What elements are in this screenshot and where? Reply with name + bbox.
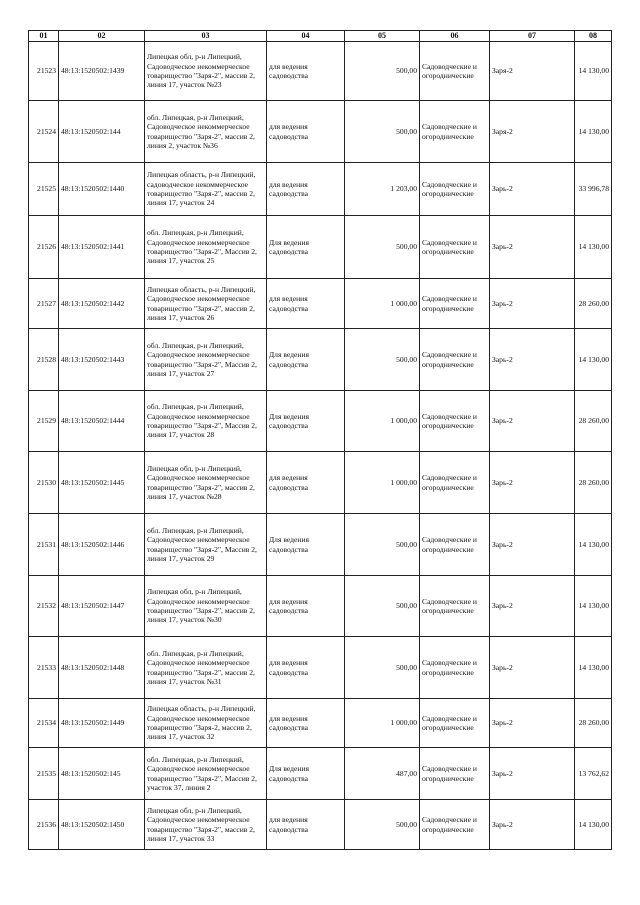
zone: Зарь-2 (490, 699, 575, 748)
table-row (29, 329, 612, 391)
cadastral-cost: 14 130,00 (575, 800, 612, 850)
table-row (29, 637, 612, 699)
permitted-use: для ведения садоводства (267, 101, 345, 163)
table-row (29, 800, 612, 850)
record-number: 21533 (29, 637, 59, 699)
address: обл. Липецкая, р-н Липецкий, Садоводческое некоммерческое товарищество "Заря-2", массив 2, линия 2, участок №36 (145, 101, 267, 163)
area: 1 000,00 (345, 699, 420, 748)
address: обл. Липецкая, р-н Липецкий, Садоводческое некоммерческое товарищество "Заря-2", Массив 2, линия 17, участок 25 (145, 216, 267, 279)
record-number: 21529 (29, 391, 59, 452)
permitted-use: для ведения садоводства (267, 800, 345, 850)
permitted-use: для ведения садоводства (267, 163, 345, 216)
land-category: Садоводческие и огороднические (420, 699, 490, 748)
permitted-use: для ведения садоводства (267, 279, 345, 329)
zone: Зарь-2 (490, 748, 575, 800)
cadastral-cost: 28 260,00 (575, 699, 612, 748)
col-header-04: 04 (267, 31, 345, 42)
permitted-use: Для ведения садоводства (267, 329, 345, 391)
cadastral-number: 48:13:1520502:1442 (59, 279, 145, 329)
land-category: Садоводческие и огороднические (420, 101, 490, 163)
cadastral-number: 48:13:1520502:1439 (59, 42, 145, 101)
cadastral-cost: 28 260,00 (575, 279, 612, 329)
col-header-02: 02 (59, 31, 145, 42)
col-header-08: 08 (575, 31, 612, 42)
cadastral-number: 48:13:1520502:145 (59, 748, 145, 800)
zone: Зарь-2 (490, 452, 575, 514)
address: Липецкая обл, р-н Липецкий, Садоводческое некоммерческое товарищество "Заря-2", массив 2, линия 17, участок №30 (145, 576, 267, 637)
area: 500,00 (345, 576, 420, 637)
land-category: Садоводческие и огороднические (420, 748, 490, 800)
address: обл. Липецкая, р-н Липецкий, Садоводческое некоммерческое товарищество "Заря-2", массив 2, линия 17, участок №31 (145, 637, 267, 699)
table-row (29, 748, 612, 800)
address: обл. Липецкая, р-н Липецкий, Садоводческое некоммерческое товарищество "Заря-2", Массив 2, линия 17, участок 29 (145, 514, 267, 576)
record-number: 21525 (29, 163, 59, 216)
address: Липецкая обл, р-н Липецкий, Садоводческое некоммерческое товарищество "Заря-2", массив 2, линия 17, участок 33 (145, 800, 267, 850)
address: обл. Липецкая, р-н Липецкий, Садоводческое некоммерческое товарищество "Заря-2", Массив 2, линия 17, участок 28 (145, 391, 267, 452)
record-number: 21527 (29, 279, 59, 329)
address: Липецкая область, р-н Липецкий, Садоводческое некоммерческое товарищество "Заря-2, массив 2, линия 17, участок 32 (145, 699, 267, 748)
cadastral-cost: 33 996,78 (575, 163, 612, 216)
cadastral-number: 48:13:1520502:1440 (59, 163, 145, 216)
area: 500,00 (345, 42, 420, 101)
table-row (29, 216, 612, 279)
col-header-03: 03 (145, 31, 267, 42)
record-number: 21526 (29, 216, 59, 279)
land-category: Садоводческие и огороднические (420, 800, 490, 850)
land-category: Садоводческие и огороднические (420, 279, 490, 329)
land-category: Садоводческие и огороднические (420, 391, 490, 452)
zone: Зарь-2 (490, 800, 575, 850)
table-row (29, 514, 612, 576)
permitted-use: для ведения садоводства (267, 637, 345, 699)
col-header-01: 01 (29, 31, 59, 42)
area: 500,00 (345, 216, 420, 279)
permitted-use: Для ведения садоводства (267, 748, 345, 800)
land-category: Садоводческие и огороднические (420, 576, 490, 637)
address: обл. Липецкая, р-н Липецкий, Садоводческое некоммерческое товарищество "Заря-2", Массив 2, линия 17, участок 27 (145, 329, 267, 391)
cadastral-cost: 14 130,00 (575, 216, 612, 279)
record-number: 21536 (29, 800, 59, 850)
zone: Зарь-2 (490, 216, 575, 279)
zone: Зарь-2 (490, 576, 575, 637)
record-number: 21523 (29, 42, 59, 101)
area: 1 203,00 (345, 163, 420, 216)
record-number: 21532 (29, 576, 59, 637)
area: 1 000,00 (345, 391, 420, 452)
permitted-use: для ведения садоводства (267, 452, 345, 514)
table-row (29, 576, 612, 637)
col-header-06: 06 (420, 31, 490, 42)
record-number: 21524 (29, 101, 59, 163)
cadastral-number: 48:13:1520502:1450 (59, 800, 145, 850)
area: 500,00 (345, 637, 420, 699)
land-category: Садоводческие и огороднические (420, 329, 490, 391)
table-row (29, 391, 612, 452)
permitted-use: для ведения садоводства (267, 576, 345, 637)
table-row (29, 699, 612, 748)
area: 1 000,00 (345, 279, 420, 329)
area: 1 000,00 (345, 452, 420, 514)
cadastral-cost: 14 130,00 (575, 514, 612, 576)
area: 500,00 (345, 101, 420, 163)
cadastral-number: 48:13:1520502:1447 (59, 576, 145, 637)
table-row (29, 101, 612, 163)
record-number: 21531 (29, 514, 59, 576)
zone: Зарь-2 (490, 163, 575, 216)
area: 487,00 (345, 748, 420, 800)
permitted-use: для ведения садоводства (267, 42, 345, 101)
cadastral-cost: 28 260,00 (575, 391, 612, 452)
permitted-use: Для ведения садоводства (267, 391, 345, 452)
cadastral-cost: 14 130,00 (575, 42, 612, 101)
address: Липецкая обл, р-н Липецкий, Садоводческое некоммерческое товарищество "Заря-2", массив 2, линия 17, участок №23 (145, 42, 267, 101)
table-row (29, 452, 612, 514)
zone: Заря-2 (490, 101, 575, 163)
area: 500,00 (345, 800, 420, 850)
table-row (29, 42, 612, 101)
record-number: 21534 (29, 699, 59, 748)
permitted-use: для ведения садоводства (267, 699, 345, 748)
zone: Зарь-2 (490, 391, 575, 452)
record-number: 21535 (29, 748, 59, 800)
cadastral-number: 48:13:1520502:1444 (59, 391, 145, 452)
address: Липецкая область, р-н Липецкий, Садоводческое некоммерческое товарищество "Заря-2", массив 2, линия 17, участок 26 (145, 279, 267, 329)
land-category: Садоводческие и огороднические (420, 514, 490, 576)
record-number: 21530 (29, 452, 59, 514)
table-row (29, 163, 612, 216)
land-category: Садоводческие и огороднические (420, 452, 490, 514)
cadastral-number: 48:13:1520502:1441 (59, 216, 145, 279)
record-number: 21528 (29, 329, 59, 391)
cadastral-cost: 14 130,00 (575, 329, 612, 391)
cadastral-cost: 14 130,00 (575, 576, 612, 637)
land-category: Садоводческие и огороднические (420, 216, 490, 279)
address: обл. Липецкая, р-н Липецкий, Садоводческое некоммерческое товарищество "Заря-2", Массив 2, участок 37, линия 2 (145, 748, 267, 800)
cadastral-cost: 14 130,00 (575, 101, 612, 163)
cadastral-number: 48:13:1520502:1448 (59, 637, 145, 699)
zone: Зарь-2 (490, 329, 575, 391)
cadastral-number: 48:13:1520502:1443 (59, 329, 145, 391)
cadastral-cost: 14 130,00 (575, 637, 612, 699)
land-parcel-table (28, 30, 612, 850)
table-row (29, 279, 612, 329)
address: Липецкая область, р-н Липецкий, садоводческое некоммерческое товарищество "Заря-2", массив 2, линия 17, участок 24 (145, 163, 267, 216)
cadastral-number: 48:13:1520502:1446 (59, 514, 145, 576)
cadastral-cost: 13 762,62 (575, 748, 612, 800)
cadastral-number: 48:13:1520502:1449 (59, 699, 145, 748)
zone: Заря-2 (490, 42, 575, 101)
area: 500,00 (345, 514, 420, 576)
col-header-07: 07 (490, 31, 575, 42)
land-category: Садоводческие и огороднические (420, 637, 490, 699)
area: 500,00 (345, 329, 420, 391)
permitted-use: Для ведения садоводства (267, 216, 345, 279)
permitted-use: Для ведения садоводства (267, 514, 345, 576)
cadastral-cost: 28 260,00 (575, 452, 612, 514)
zone: Зарь-2 (490, 514, 575, 576)
cadastral-number: 48:13:1520502:1445 (59, 452, 145, 514)
zone: Зарь-2 (490, 637, 575, 699)
address: Липецкая обл, р-н Липецкий, Садоводческое некоммерческое товарищество "Заря-2", массив 2, линия 17, участок №28 (145, 452, 267, 514)
land-category: Садоводческие и огороднические (420, 163, 490, 216)
land-category: Садоводческие и огороднические (420, 42, 490, 101)
col-header-05: 05 (345, 31, 420, 42)
zone: Зарь-2 (490, 279, 575, 329)
table-header-row (29, 31, 612, 42)
cadastral-number: 48:13:1520502:144 (59, 101, 145, 163)
